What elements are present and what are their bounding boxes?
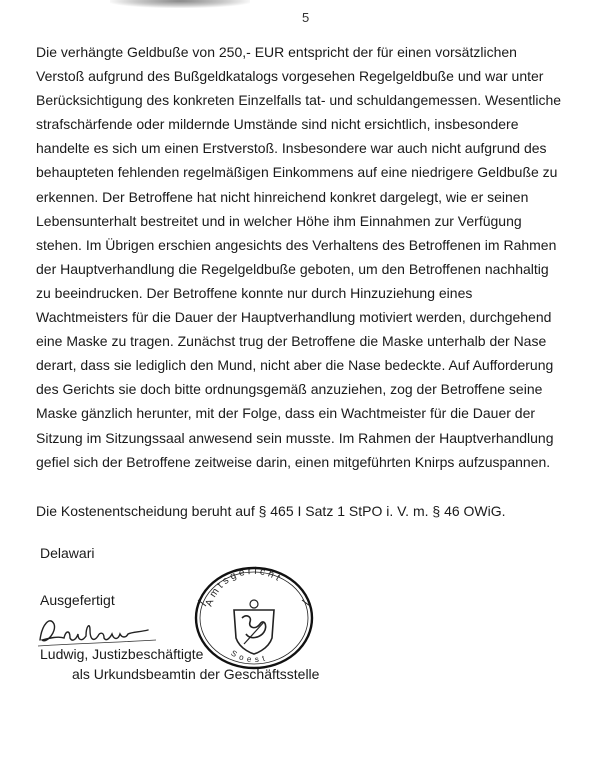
judge-name: Delawari: [40, 545, 95, 561]
svg-text:Amtsgericht: Amtsgericht: [203, 565, 285, 609]
court-seal-stamp: [190, 560, 318, 670]
svg-text:Soest: Soest: [229, 648, 270, 665]
text-line: derart, dass sie lediglich den Mund, nicht aber die Nase bedeckte. Auf Aufforderung: [36, 357, 554, 374]
coat-of-arms-icon: [234, 600, 274, 654]
text-line: stehen. Im Übrigen erschien angesichts des Verhaltens des Betroffenen im Rahmen: [36, 236, 557, 253]
text-line: strafschärfende oder mildernde Umstände sind nicht ersichtlich, insbesondere: [36, 116, 519, 133]
page-number: 5: [302, 10, 310, 25]
text-line: gefiel sich der Betroffene zeitweise darin, einen mitgeführten Knirps aufzuspannen.: [36, 453, 551, 470]
text-line: Lebensunterhalt bestreitet und in welcher Höhe ihm Einnahmen zur Verfügung: [36, 212, 522, 229]
text-line: behaupteten fehlenden regelmäßigen Einkommens auf eine niedrigere Geldbuße zu: [36, 164, 558, 181]
clerk-name-title: Ludwig, Justizbeschäftigte: [40, 646, 204, 662]
text-line: Berücksichtigung des konkreten Einzelfalls tat- und schuldangemessen. Wesentliche: [36, 92, 562, 109]
text-line: erkennen. Der Betroffene hat nicht hinreichend konkret dargelegt, wie er seinen: [36, 188, 529, 205]
text-line: handelte es sich um einen Erstverstoß. Insbesondere war auch nicht aufgrund des: [36, 140, 547, 157]
text-line: Maske gänzlich herunter, mit der Folge, dass ein Wachtmeister für die Dauer der: [36, 405, 536, 422]
text-line: des Gerichts sie doch bitte ordnungsgemäß anzuziehen, zog der Betroffene seine: [36, 381, 543, 398]
text-line: Verstoß aufgrund des Bußgeldkatalogs vorgesehen Regelgeldbuße und war unter: [36, 68, 544, 85]
text-line: Die verhängte Geldbuße von 250,- EUR entspricht der für einen vorsätzlichen: [36, 44, 517, 60]
clerk-role: als Urkundsbeamtin der Geschäftsstelle: [72, 666, 320, 682]
text-line: Wachtmeisters für die Dauer der Hauptverhandlung motiviert werden, durchgehend: [36, 309, 552, 326]
judgment-reasoning: [36, 40, 581, 474]
issued-label: Ausgefertigt: [40, 592, 115, 608]
text-line: eine Maske zu tragen. Zunächst trug der Betroffene die Maske unterhalb der Nase: [36, 333, 547, 350]
text-line: zu beeindrucken. Der Betroffene konnte nur durch Hinzuziehung eines: [36, 284, 473, 301]
scan-artifact: [110, 0, 250, 8]
text-line: Sitzung im Sitzungssaal anwesend sein musste. Im Rahmen der Hauptverhandlung: [36, 429, 554, 446]
cost-decision: Die Kostenentscheidung beruht auf § 465 I Satz 1 StPO i. V. m. § 46 OWiG.: [36, 503, 506, 519]
text-line: der Hauptverhandlung die Regelgeldbuße geboten, um den Betroffenen nachhaltig: [36, 260, 549, 277]
